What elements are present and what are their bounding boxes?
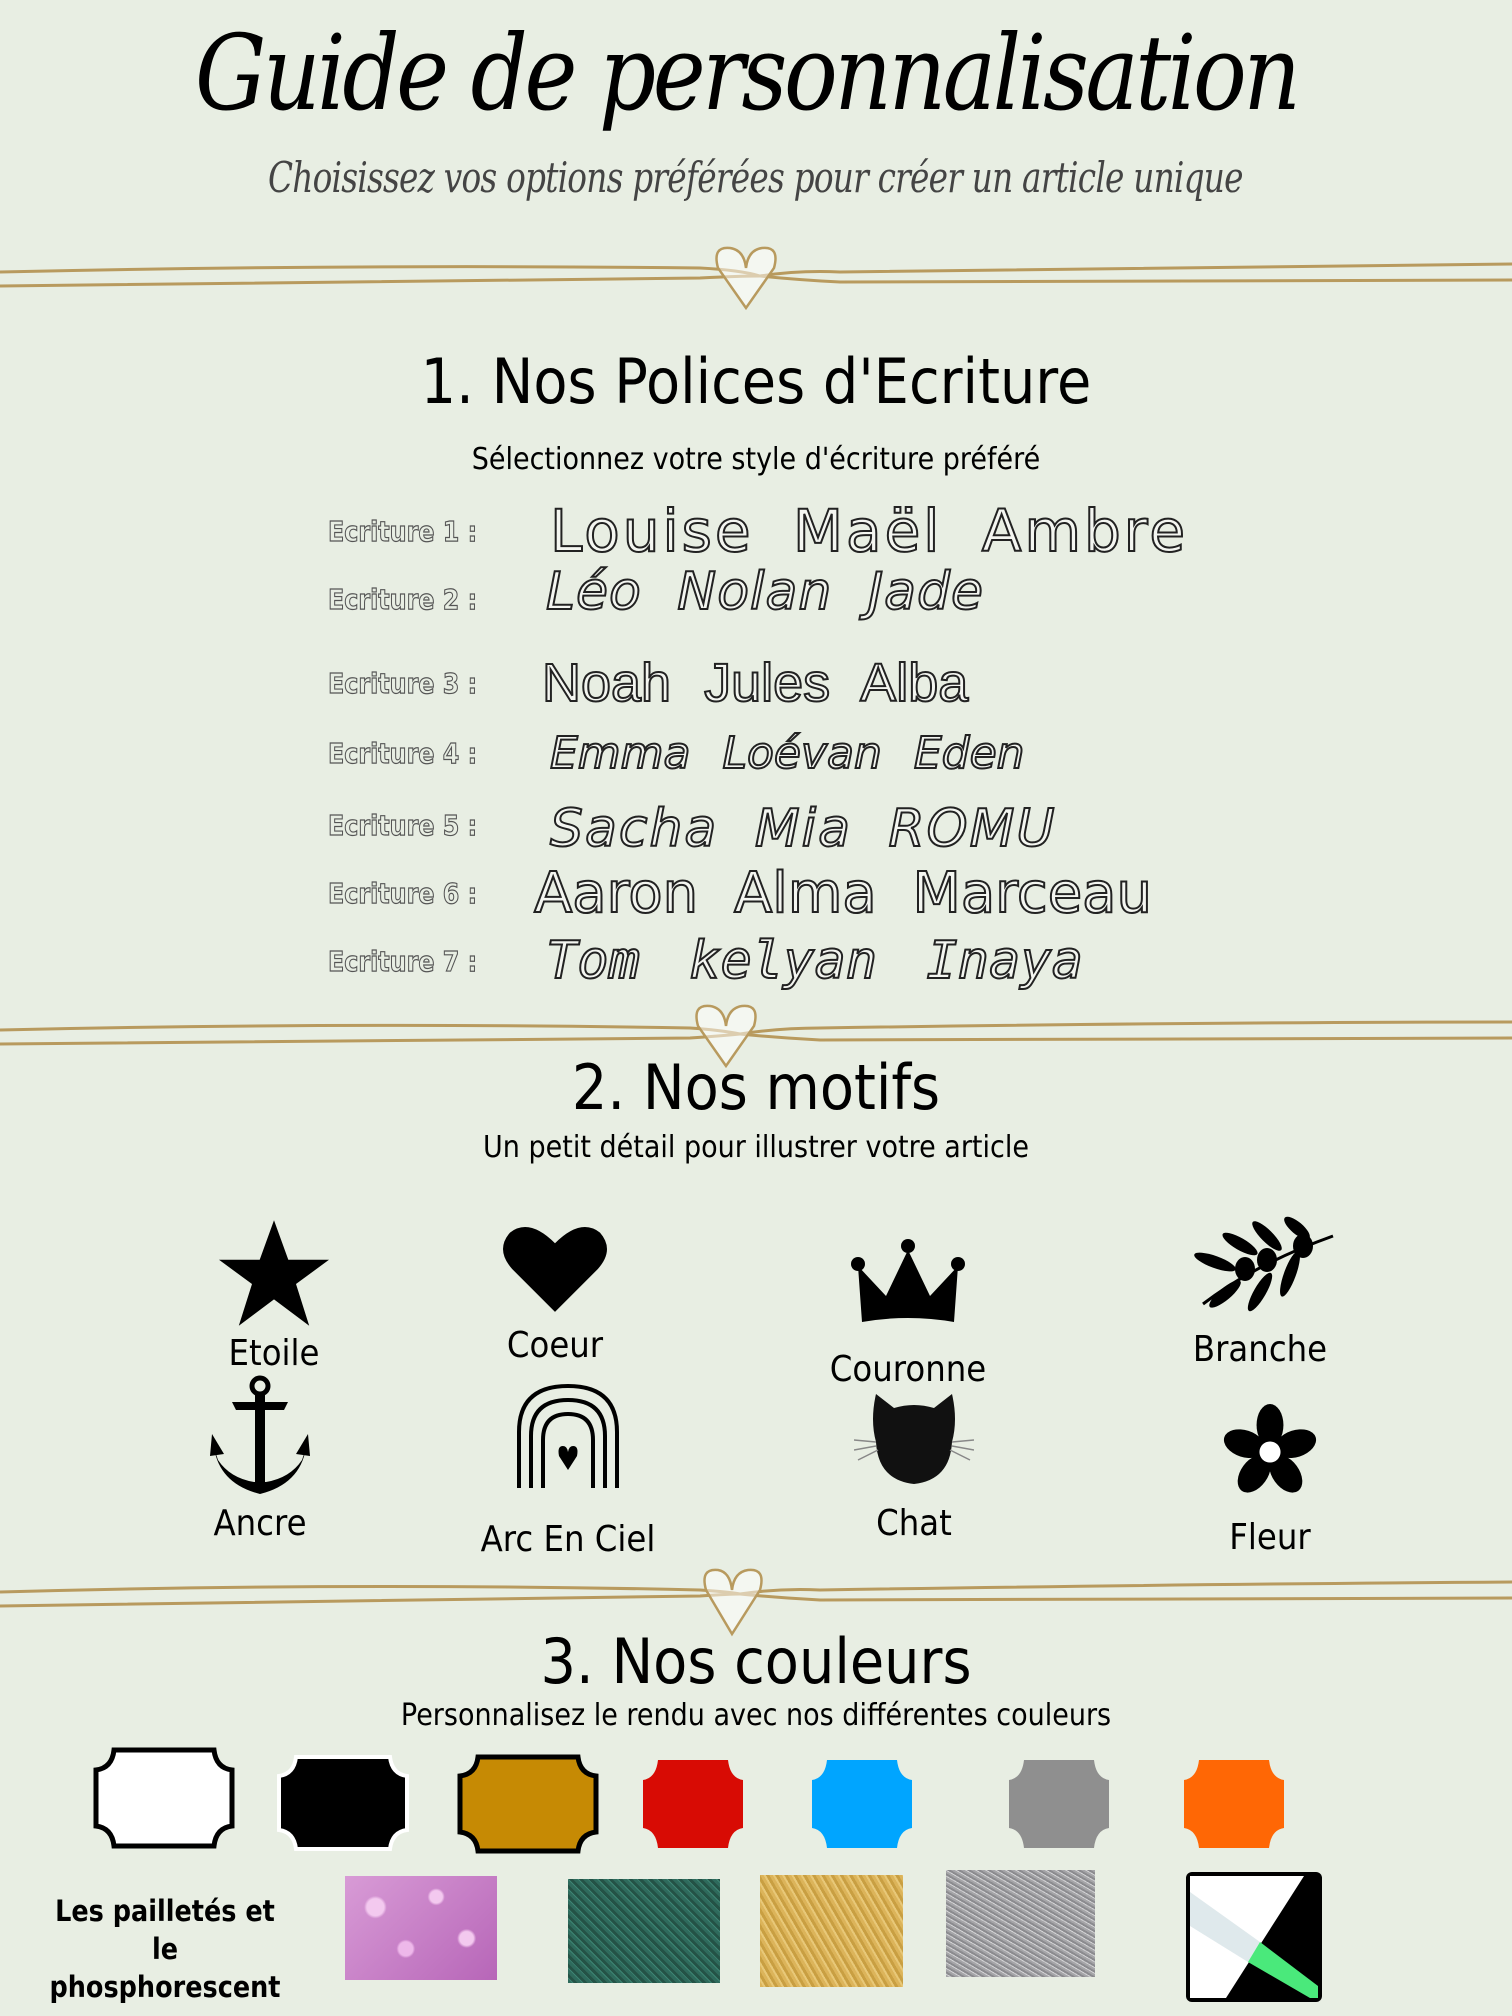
font-sample: Tom kelyan Inaya (546, 931, 1083, 991)
color-swatch-orange[interactable] (1184, 1760, 1284, 1848)
rainbow-icon (513, 1382, 623, 1492)
heart-icon (500, 1224, 610, 1314)
font-sample: Emma Loévan Eden (550, 727, 1025, 779)
motif-label: Fleur (1229, 1517, 1311, 1558)
glitter-swatch-gold[interactable] (760, 1875, 903, 1987)
font-option-label: Ecriture 4 : (328, 736, 478, 770)
font-option-4[interactable] (328, 722, 1025, 784)
cat-icon (854, 1390, 974, 1490)
motif-etoile[interactable] (164, 1218, 384, 1376)
motif-label: Ancre (213, 1503, 307, 1544)
glitter-swatch-green[interactable] (568, 1879, 720, 1983)
color-swatch-black[interactable] (276, 1754, 410, 1852)
heart-divider (0, 1560, 1512, 1620)
motif-couronne[interactable] (798, 1236, 1018, 1392)
motif-coeur[interactable] (445, 1224, 665, 1368)
anchor-icon (210, 1374, 310, 1496)
font-option-7[interactable] (328, 930, 1083, 992)
fonts-section-title: 1. Nos Polices d'Ecriture (420, 345, 1092, 418)
font-option-6[interactable] (328, 862, 1152, 924)
page-title: Guide de personnalisation (195, 12, 1298, 134)
font-option-label: Ecriture 2 : (328, 582, 478, 616)
font-sample: Noah Jules Alba (542, 653, 969, 713)
font-option-label: Ecriture 3 : (328, 666, 478, 700)
motif-chat[interactable] (804, 1390, 1024, 1546)
font-option-3[interactable] (328, 652, 968, 714)
font-option-label: Ecriture 6 : (328, 876, 478, 910)
font-sample: Aaron Alma Marceau (534, 860, 1152, 926)
color-swatch-red[interactable] (643, 1760, 743, 1848)
motifs-section-title: 2. Nos motifs (571, 1051, 941, 1124)
motif-label: Couronne (829, 1349, 987, 1390)
glitter-swatch-silver[interactable] (946, 1870, 1095, 1977)
heart-divider (0, 992, 1512, 1052)
motif-arc-en-ciel[interactable] (458, 1382, 678, 1562)
star-icon (219, 1218, 329, 1328)
page-subtitle: Choisissez vos options préférées pour créer un article unique (268, 153, 1243, 202)
motif-ancre[interactable] (150, 1374, 370, 1546)
glow-in-the-dark-swatch[interactable] (1184, 1870, 1324, 2004)
color-swatch-gold[interactable] (456, 1754, 600, 1854)
font-option-5[interactable] (328, 794, 1057, 859)
fonts-section-subtitle: Sélectionnez votre style d'écriture préféré (471, 442, 1041, 477)
motif-label: Branche (1192, 1329, 1328, 1370)
colors-section-title: 3. Nos couleurs (540, 1625, 972, 1698)
font-option-label: Ecriture 7 : (328, 944, 478, 978)
colors-section-subtitle: Personnalisez le rendu avec nos différentes couleurs (400, 1698, 1112, 1733)
motifs-section-subtitle: Un petit détail pour illustrer votre article (483, 1130, 1029, 1165)
font-option-2[interactable] (328, 562, 985, 630)
motif-fleur[interactable] (1160, 1404, 1380, 1560)
crown-icon (848, 1236, 968, 1326)
font-sample: Léo Nolan Jade (546, 562, 985, 622)
color-swatch-white[interactable] (92, 1746, 236, 1850)
font-option-1[interactable] (328, 497, 1189, 565)
glitter-swatch-pink[interactable] (345, 1876, 497, 1980)
motif-branche[interactable] (1150, 1214, 1370, 1372)
special-finishes-label: Les pailletés et le phosphorescent (49, 1894, 281, 2004)
motif-label: Coeur (506, 1325, 604, 1366)
font-option-label: Ecriture 5 : (328, 808, 478, 842)
olive-branch-icon (1185, 1214, 1335, 1314)
motif-label: Arc En Ciel (480, 1519, 656, 1560)
font-sample: Sacha Mia ROMU (550, 799, 1057, 859)
color-swatch-blue[interactable] (812, 1760, 912, 1848)
motif-label: Etoile (228, 1333, 320, 1374)
heart-divider-icon (0, 238, 1512, 318)
font-option-label: Ecriture 1 : (328, 514, 478, 548)
motif-label: Chat (876, 1503, 952, 1544)
heart-divider (0, 238, 1512, 298)
font-sample: Louise Maël Ambre (550, 497, 1189, 565)
flower-icon (1222, 1404, 1318, 1500)
color-swatch-grey[interactable] (1009, 1760, 1109, 1848)
